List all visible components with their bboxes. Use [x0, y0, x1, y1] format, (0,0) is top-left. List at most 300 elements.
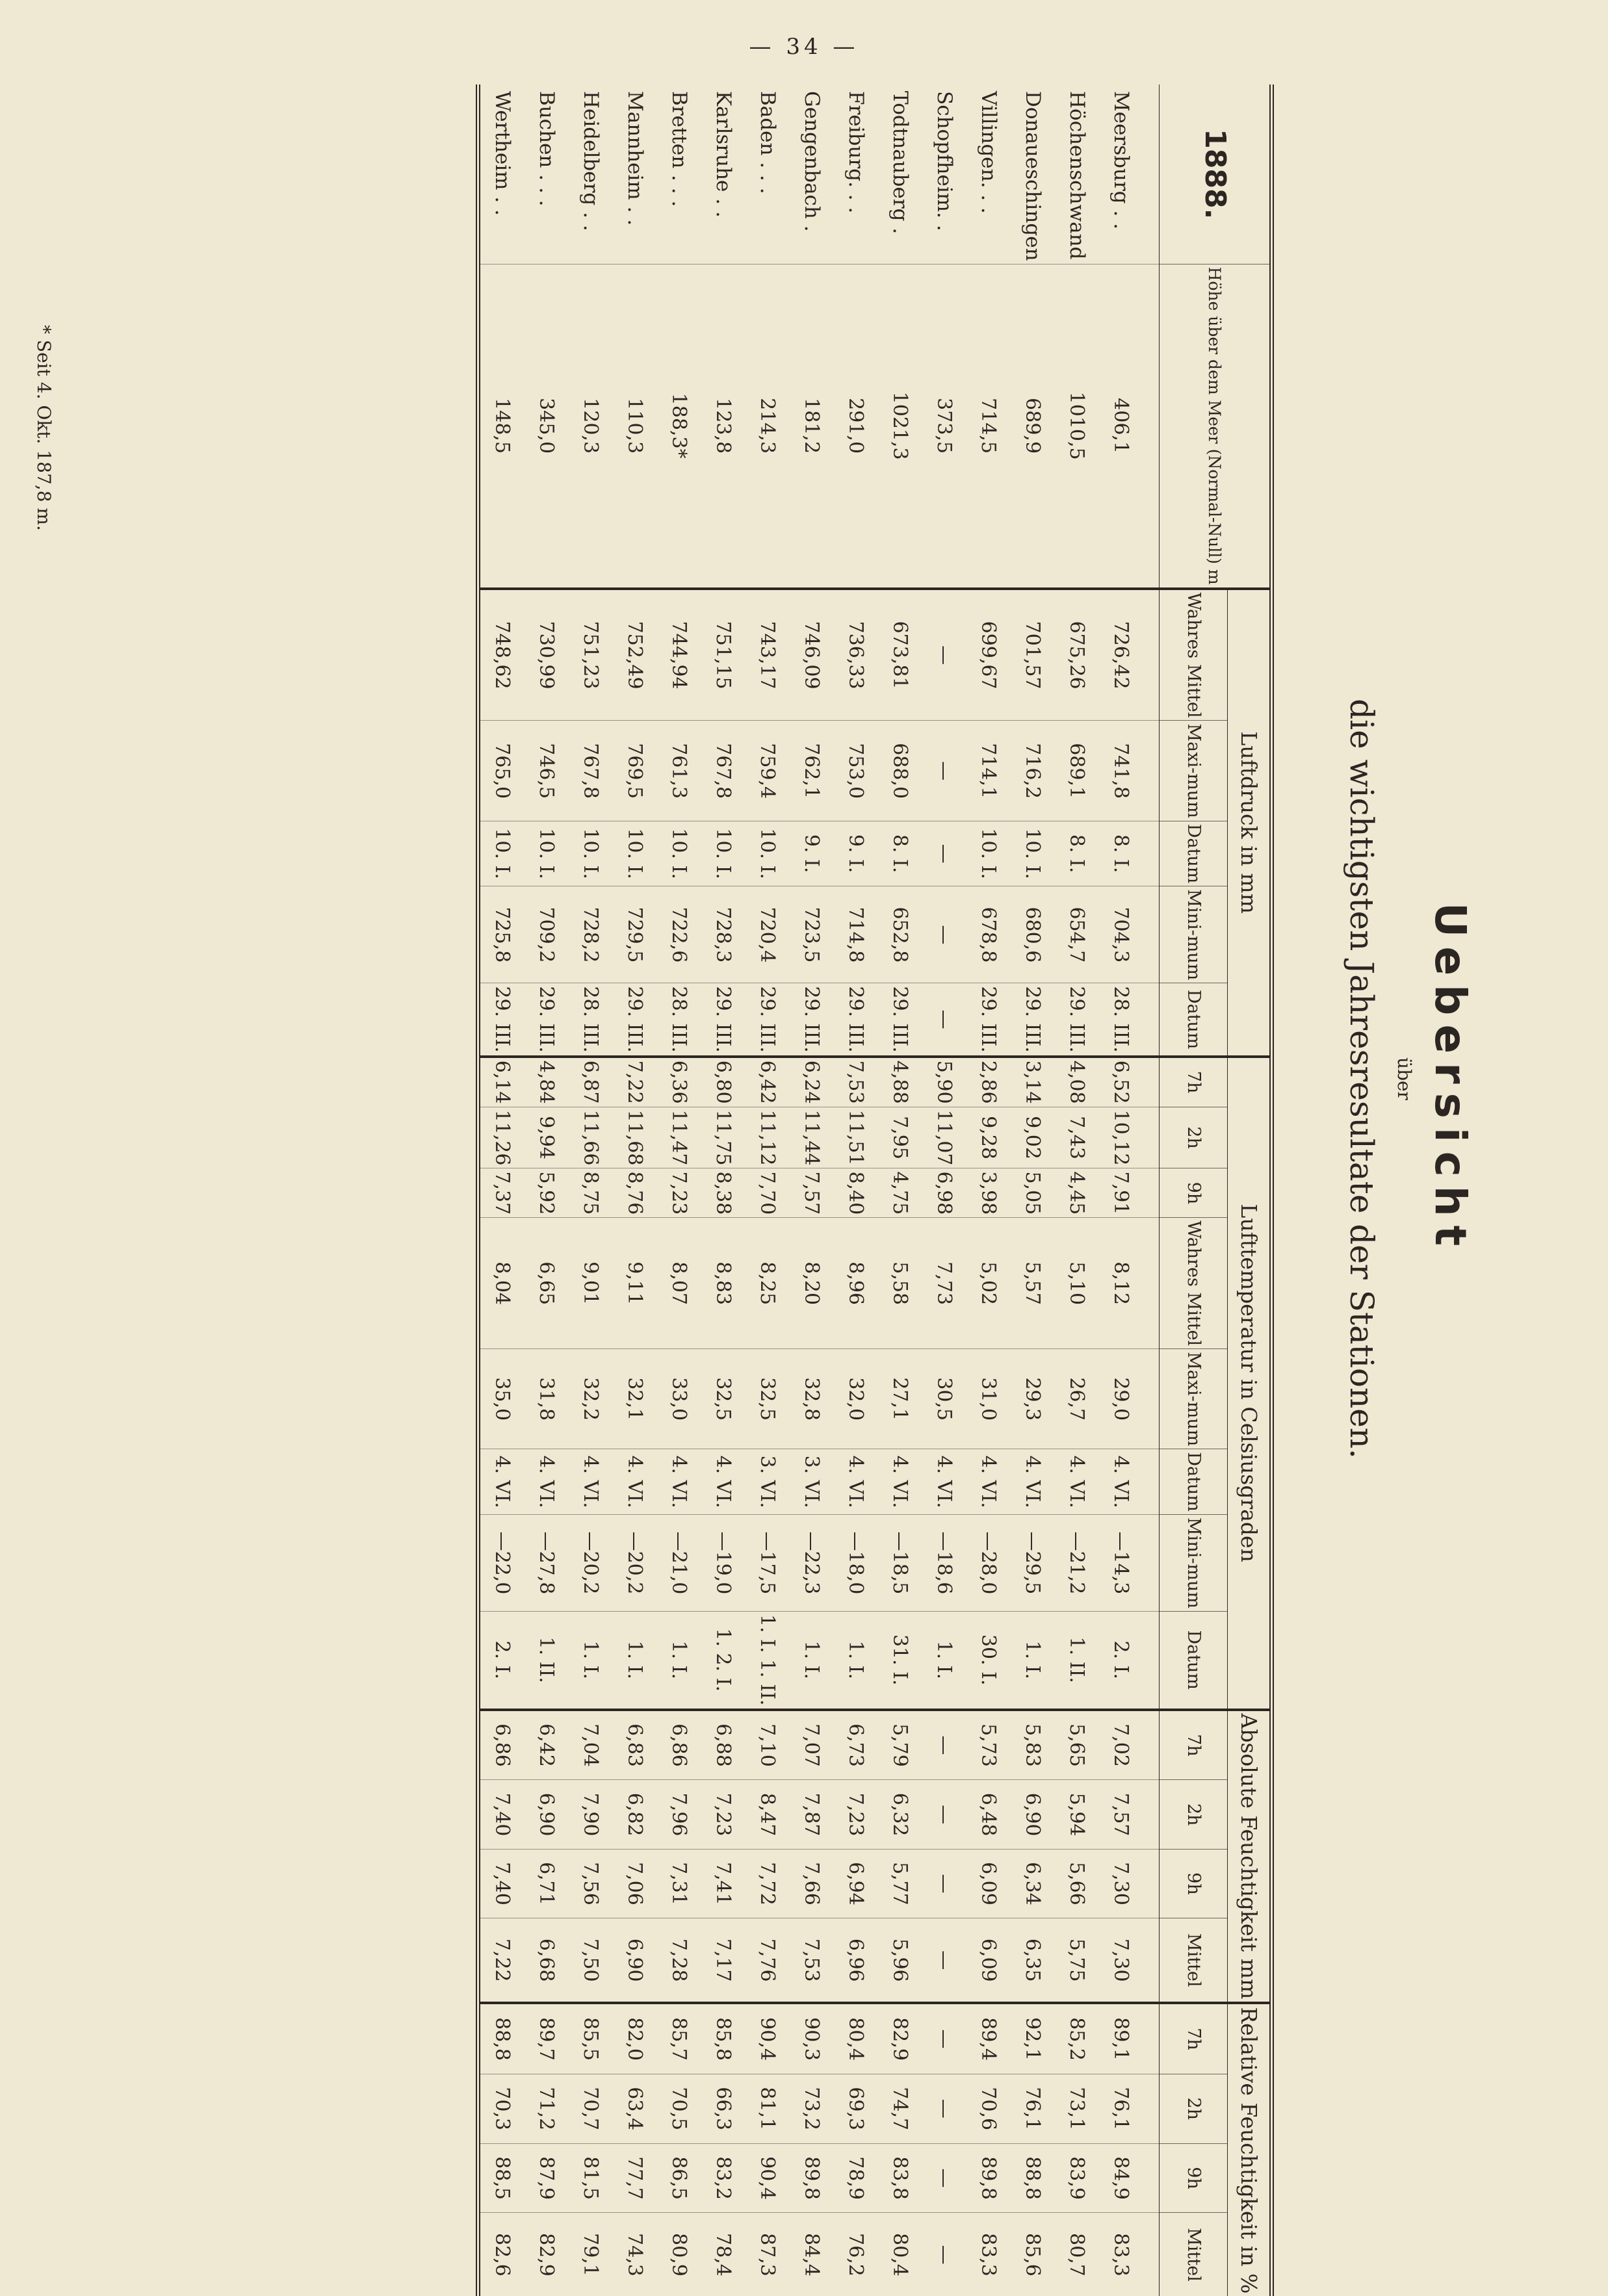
- col-ld-max-datum: Datum: [1159, 821, 1227, 886]
- cell-rf-9: 83,9: [1055, 2143, 1099, 2213]
- cell-rf-mittel: 80,9: [657, 2213, 701, 2296]
- table-row: [657, 84, 701, 2296]
- cell-ld-min: 729,5: [613, 886, 657, 983]
- cell-lt-mittel: 8,07: [657, 1218, 701, 1349]
- table-row: [1099, 84, 1160, 2296]
- cell-ld-mittel: 699,67: [966, 589, 1011, 721]
- cell-lt-max-datum: 4. VI.: [569, 1449, 613, 1515]
- cell-ld-max: 688,0: [878, 721, 922, 821]
- cell-ld-max: 741,8: [1099, 721, 1160, 821]
- cell-rf-mittel: 83,3: [966, 2213, 1011, 2296]
- cell-ld-mittel: 751,15: [701, 589, 746, 721]
- cell-ld-max-datum: 8. I.: [1099, 821, 1160, 886]
- cell-lt-2: 9,02: [1011, 1107, 1055, 1168]
- cell-af-2: 6,82: [613, 1780, 657, 1849]
- cell-ld-min: 723,5: [790, 886, 834, 983]
- cell-af-9: 7,31: [657, 1849, 701, 1918]
- header-row-groups: [1227, 84, 1271, 2296]
- cell-hoehe: 214,3: [746, 264, 790, 589]
- cell-rf-2: 70,3: [478, 2074, 525, 2143]
- cell-lt-min: —14,3: [1099, 1514, 1160, 1611]
- lufttemperatur-header: Lufttemperatur in Celsiusgraden: [1227, 1057, 1271, 1710]
- cell-lt-min: —18,6: [922, 1514, 966, 1611]
- cell-ld-min: 654,7: [1055, 886, 1099, 983]
- col-ld-min-datum: Datum: [1159, 983, 1227, 1057]
- cell-af-2: 6,90: [1011, 1780, 1055, 1849]
- cell-lt-min-datum: 1. I.: [834, 1612, 878, 1710]
- cell-lt-min-datum: 1. I. 1. II.: [746, 1612, 790, 1710]
- table-row: [746, 84, 790, 2296]
- cell-af-mittel: 7,50: [569, 1918, 613, 2004]
- cell-ld-min-datum: 29. III.: [701, 983, 746, 1057]
- cell-lt-max-datum: 4. VI.: [1011, 1449, 1055, 1515]
- station-name-cell: Donaueschingen: [1020, 91, 1044, 261]
- cell-af-mittel: 7,17: [701, 1918, 746, 2004]
- cell-af-9: 5,66: [1055, 1849, 1099, 1918]
- abs-feuchte-header: Absolute Feuchtigkeit mm: [1227, 1710, 1271, 2004]
- cell-ld-min: 714,8: [834, 886, 878, 983]
- table-row: [966, 84, 1011, 2296]
- cell-ld-min: 725,8: [478, 886, 525, 983]
- cell-rf-2: —: [922, 2074, 966, 2143]
- cell-rf-mittel: 82,6: [478, 2213, 525, 2296]
- page-title: Uebersicht: [1425, 902, 1475, 1256]
- cell-lt-mittel: 6,65: [525, 1218, 569, 1349]
- cell-ld-min-datum: 29. III.: [878, 983, 922, 1057]
- cell-lt-min: —29,5: [1011, 1514, 1055, 1611]
- cell-lt-max-datum: 4. VI.: [478, 1449, 525, 1515]
- cell-lt-max-datum: 3. VI.: [790, 1449, 834, 1515]
- cell-ld-min: 704,3: [1099, 886, 1160, 983]
- cell-rf-7: 82,0: [613, 2003, 657, 2074]
- cell-af-2: 7,90: [569, 1780, 613, 1849]
- cell-af-2: 7,87: [790, 1780, 834, 1849]
- cell-lt-max-datum: 4. VI.: [966, 1449, 1011, 1515]
- cell-lt-max-datum: 4. VI.: [701, 1449, 746, 1515]
- cell-rf-7: 90,4: [746, 2003, 790, 2074]
- cell-hoehe: 123,8: [701, 264, 746, 589]
- cell-lt-max: 29,0: [1099, 1349, 1160, 1449]
- cell-lt-9: 7,91: [1099, 1168, 1160, 1218]
- cell-af-2: 7,23: [834, 1780, 878, 1849]
- col-lt-9h: 9h: [1159, 1168, 1227, 1218]
- cell-rf-7: —: [922, 2003, 966, 2074]
- cell-af-2: 7,23: [701, 1780, 746, 1849]
- cell-lt-max-datum: 4. VI.: [922, 1449, 966, 1515]
- cell-lt-9: 8,38: [701, 1168, 746, 1218]
- cell-lt-mittel: 8,83: [701, 1218, 746, 1349]
- cell-af-9: 7,72: [746, 1849, 790, 1918]
- station-name-cell: Gengenbach .: [799, 91, 823, 232]
- rel-feuchte-header: Relative Feuchtigkeit in %: [1227, 2003, 1271, 2296]
- cell-af-9: 7,41: [701, 1849, 746, 1918]
- cell-lt-7: 5,90: [922, 1057, 966, 1107]
- station-name-cell: Karlsruhe . .: [711, 91, 735, 218]
- cell-af-2: 6,48: [966, 1780, 1011, 1849]
- cell-hoehe: 110,3: [613, 264, 657, 589]
- cell-lt-min: —20,2: [613, 1514, 657, 1611]
- cell-rf-9: 78,9: [834, 2143, 878, 2213]
- table-row: [1011, 84, 1055, 2296]
- cell-ld-max: —: [922, 721, 966, 821]
- cell-hoehe: 373,5: [922, 264, 966, 589]
- cell-lt-max-datum: 4. VI.: [1055, 1449, 1099, 1515]
- cell-af-9: —: [922, 1849, 966, 1918]
- cell-af-mittel: 6,90: [613, 1918, 657, 2004]
- cell-ld-min-datum: 29. III.: [478, 983, 525, 1057]
- col-af-mittel: Mittel: [1159, 1918, 1227, 2004]
- cell-rf-mittel: 78,4: [701, 2213, 746, 2296]
- cell-rf-2: 71,2: [525, 2074, 569, 2143]
- cell-lt-max-datum: 4. VI.: [1099, 1449, 1160, 1515]
- cell-ld-max-datum: 10. I.: [966, 821, 1011, 886]
- cell-ld-mittel: 736,33: [834, 589, 878, 721]
- cell-lt-max-datum: 4. VI.: [525, 1449, 569, 1515]
- cell-ld-min-datum: 29. III.: [525, 983, 569, 1057]
- cell-ld-max-datum: 10. I.: [613, 821, 657, 886]
- cell-af-2: 6,90: [525, 1780, 569, 1849]
- cell-lt-9: 5,92: [525, 1168, 569, 1218]
- cell-lt-7: 6,87: [569, 1057, 613, 1107]
- cell-rf-mittel: 85,6: [1011, 2213, 1055, 2296]
- cell-rf-7: 89,1: [1099, 2003, 1160, 2074]
- cell-lt-7: 6,52: [1099, 1057, 1160, 1107]
- col-lt-max-datum: Datum: [1159, 1449, 1227, 1515]
- cell-lt-mittel: 7,73: [922, 1218, 966, 1349]
- cell-rf-mittel: 80,4: [878, 2213, 922, 2296]
- cell-ld-min: 728,2: [569, 886, 613, 983]
- cell-lt-7: 6,36: [657, 1057, 701, 1107]
- cell-lt-max-datum: 4. VI.: [613, 1449, 657, 1515]
- cell-af-mittel: 7,22: [478, 1918, 525, 2004]
- cell-rf-7: 85,8: [701, 2003, 746, 2074]
- col-ld-max: Maxi-mum: [1159, 721, 1227, 821]
- col-lt-mittel: Wahres Mittel: [1159, 1218, 1227, 1349]
- cell-lt-max: 32,5: [701, 1349, 746, 1449]
- cell-af-mittel: 5,96: [878, 1918, 922, 2004]
- cell-lt-max-datum: 4. VI.: [878, 1449, 922, 1515]
- cell-ld-mittel: —: [922, 589, 966, 721]
- cell-ld-max-datum: 10. I.: [701, 821, 746, 886]
- cell-hoehe: 345,0: [525, 264, 569, 589]
- cell-af-mittel: 7,28: [657, 1918, 701, 2004]
- cell-rf-9: 83,8: [878, 2143, 922, 2213]
- cell-af-9: 6,71: [525, 1849, 569, 1918]
- cell-rf-2: 81,1: [746, 2074, 790, 2143]
- cell-lt-min: —18,0: [834, 1514, 878, 1611]
- cell-lt-7: 6,42: [746, 1057, 790, 1107]
- cell-lt-max: 31,0: [966, 1349, 1011, 1449]
- cell-af-mittel: 6,35: [1011, 1918, 1055, 2004]
- cell-lt-2: 11,07: [922, 1107, 966, 1168]
- cell-lt-7: 4,08: [1055, 1057, 1099, 1107]
- cell-rf-mittel: 84,4: [790, 2213, 834, 2296]
- table-row: [569, 84, 613, 2296]
- cell-lt-max: 30,5: [922, 1349, 966, 1449]
- station-name-cell: Heidelberg . .: [578, 91, 603, 231]
- cell-lt-min: —21,0: [657, 1514, 701, 1611]
- cell-af-2: 7,96: [657, 1780, 701, 1849]
- cell-rf-2: 63,4: [613, 2074, 657, 2143]
- col-lt-2h: 2h: [1159, 1107, 1227, 1168]
- cell-ld-max-datum: 10. I.: [478, 821, 525, 886]
- cell-ld-min-datum: 29. III.: [746, 983, 790, 1057]
- cell-ld-min-datum: 29. III.: [613, 983, 657, 1057]
- col-ld-mittel: Wahres Mittel: [1159, 589, 1227, 721]
- cell-lt-7: 6,14: [478, 1057, 525, 1107]
- cell-lt-min: —22,3: [790, 1514, 834, 1611]
- cell-rf-7: 82,9: [878, 2003, 922, 2074]
- cell-hoehe: 181,2: [790, 264, 834, 589]
- col-af-2h: 2h: [1159, 1780, 1227, 1849]
- cell-lt-7: 6,24: [790, 1057, 834, 1107]
- cell-ld-min-datum: —: [922, 983, 966, 1057]
- station-name-cell: Freiburg. . .: [844, 91, 868, 214]
- cell-lt-mittel: 8,25: [746, 1218, 790, 1349]
- cell-lt-9: 6,98: [922, 1168, 966, 1218]
- col-rf-7h: 7h: [1159, 2003, 1227, 2074]
- cell-ld-max-datum: 10. I.: [569, 821, 613, 886]
- cell-lt-min-datum: 2. I.: [478, 1612, 525, 1710]
- cell-lt-7: 4,84: [525, 1057, 569, 1107]
- cell-af-9: 5,77: [878, 1849, 922, 1918]
- station-name-cell: Baden . . .: [755, 91, 779, 194]
- table-row: [790, 84, 834, 2296]
- cell-ld-max-datum: 10. I.: [746, 821, 790, 886]
- cell-lt-9: 7,70: [746, 1168, 790, 1218]
- cell-lt-min: —19,0: [701, 1514, 746, 1611]
- cell-af-7: 5,65: [1055, 1710, 1099, 1780]
- cell-rf-9: 88,8: [1011, 2143, 1055, 2213]
- cell-lt-min-datum: 1. I.: [613, 1612, 657, 1710]
- cell-ld-mittel: 743,17: [746, 589, 790, 721]
- cell-rf-7: 85,2: [1055, 2003, 1099, 2074]
- table-row: [922, 84, 966, 2296]
- cell-lt-mittel: 8,12: [1099, 1218, 1160, 1349]
- cell-rf-9: 86,5: [657, 2143, 701, 2213]
- cell-lt-mittel: 5,58: [878, 1218, 922, 1349]
- cell-rf-2: 70,5: [657, 2074, 701, 2143]
- cell-lt-9: 4,75: [878, 1168, 922, 1218]
- cell-rf-7: 89,4: [966, 2003, 1011, 2074]
- page-subtitle: die wichtigsten Jahresresultate der Stationen.: [1343, 699, 1381, 1459]
- cell-rf-7: 80,4: [834, 2003, 878, 2074]
- cell-af-9: 7,30: [1099, 1849, 1160, 1918]
- cell-ld-max: 759,4: [746, 721, 790, 821]
- cell-ld-min: 680,6: [1011, 886, 1055, 983]
- cell-lt-min: —22,0: [478, 1514, 525, 1611]
- cell-af-7: 6,42: [525, 1710, 569, 1780]
- cell-lt-9: 5,05: [1011, 1168, 1055, 1218]
- cell-rf-mittel: 83,3: [1099, 2213, 1160, 2296]
- col-rf-9h: 9h: [1159, 2143, 1227, 2213]
- cell-lt-min-datum: 1. 2. I.: [701, 1612, 746, 1710]
- cell-af-7: 5,73: [966, 1710, 1011, 1780]
- col-rf-mittel: Mittel: [1159, 2213, 1227, 2296]
- cell-af-mittel: 6,09: [966, 1918, 1011, 2004]
- cell-rf-9: 89,8: [790, 2143, 834, 2213]
- cell-lt-2: 11,26: [478, 1107, 525, 1168]
- cell-lt-max: 32,5: [746, 1349, 790, 1449]
- cell-rf-2: 73,1: [1055, 2074, 1099, 2143]
- cell-hoehe: 1021,3: [878, 264, 922, 589]
- cell-af-7: 5,79: [878, 1710, 922, 1780]
- cell-af-2: 8,47: [746, 1780, 790, 1849]
- cell-af-7: —: [922, 1710, 966, 1780]
- station-name-cell: Schopfheim. .: [932, 91, 956, 231]
- cell-lt-min-datum: 30. I.: [966, 1612, 1011, 1710]
- cell-lt-9: 4,45: [1055, 1168, 1099, 1218]
- cell-lt-max-datum: 3. VI.: [746, 1449, 790, 1515]
- cell-lt-2: 11,75: [701, 1107, 746, 1168]
- cell-rf-mittel: 76,2: [834, 2213, 878, 2296]
- cell-af-mittel: 7,53: [790, 1918, 834, 2004]
- cell-lt-min-datum: 1. I.: [657, 1612, 701, 1710]
- cell-rf-2: 70,7: [569, 2074, 613, 2143]
- cell-ld-min-datum: 29. III.: [834, 983, 878, 1057]
- cell-lt-min: —21,2: [1055, 1514, 1099, 1611]
- cell-lt-min: —20,2: [569, 1514, 613, 1611]
- cell-lt-max: 32,2: [569, 1349, 613, 1449]
- cell-lt-max: 29,3: [1011, 1349, 1055, 1449]
- cell-rf-2: 76,1: [1011, 2074, 1055, 2143]
- hoehe-header: Höhe über dem Meer (Normal-Null) m: [1159, 264, 1271, 589]
- cell-lt-max: 32,0: [834, 1349, 878, 1449]
- cell-rf-9: 88,5: [478, 2143, 525, 2213]
- footnote: * Seit 4. Okt. 187,8 m.: [33, 325, 55, 531]
- cell-rf-2: 70,6: [966, 2074, 1011, 2143]
- cell-af-7: 7,04: [569, 1710, 613, 1780]
- cell-lt-2: 7,95: [878, 1107, 922, 1168]
- cell-lt-min: —18,5: [878, 1514, 922, 1611]
- cell-af-7: 6,88: [701, 1710, 746, 1780]
- station-name-cell: Mannheim . .: [623, 91, 647, 226]
- cell-ld-max-datum: 10. I.: [525, 821, 569, 886]
- table-row: [701, 84, 746, 2296]
- col-lt-max: Maxi-mum: [1159, 1349, 1227, 1449]
- cell-af-9: 6,94: [834, 1849, 878, 1918]
- cell-lt-min-datum: 1. II.: [525, 1612, 569, 1710]
- col-lt-7h: 7h: [1159, 1057, 1227, 1107]
- cell-lt-min-datum: 1. II.: [1055, 1612, 1099, 1710]
- cell-lt-max: 32,1: [613, 1349, 657, 1449]
- cell-ld-max: 714,1: [966, 721, 1011, 821]
- cell-ld-mittel: 675,26: [1055, 589, 1099, 721]
- station-name-cell: Buchen . . .: [534, 91, 558, 207]
- cell-lt-min-datum: 1. I.: [1011, 1612, 1055, 1710]
- cell-lt-7: 7,22: [613, 1057, 657, 1107]
- cell-ld-mittel: 673,81: [878, 589, 922, 721]
- cell-af-7: 6,86: [478, 1710, 525, 1780]
- cell-ld-min: 728,3: [701, 886, 746, 983]
- table-row: [1055, 84, 1099, 2296]
- cell-rf-7: 92,1: [1011, 2003, 1055, 2074]
- cell-af-9: 6,09: [966, 1849, 1011, 1918]
- cell-af-2: 6,32: [878, 1780, 922, 1849]
- cell-ld-min: 678,8: [966, 886, 1011, 983]
- cell-rf-2: 69,3: [834, 2074, 878, 2143]
- station-name-cell: Höchenschwand: [1065, 91, 1089, 260]
- cell-ld-max: 767,8: [701, 721, 746, 821]
- cell-lt-2: 10,12: [1099, 1107, 1160, 1168]
- cell-ld-min-datum: 28. III.: [1099, 983, 1160, 1057]
- cell-ld-min-datum: 29. III.: [1055, 983, 1099, 1057]
- cell-rf-7: 88,8: [478, 2003, 525, 2074]
- cell-lt-max: 32,8: [790, 1349, 834, 1449]
- page-number: — 34 —: [749, 34, 859, 60]
- table-row: [478, 84, 525, 2296]
- cell-lt-2: 11,51: [834, 1107, 878, 1168]
- luftdruck-header: Luftdruck in mm: [1227, 589, 1271, 1057]
- cell-ld-min: 709,2: [525, 886, 569, 983]
- cell-lt-max: 31,8: [525, 1349, 569, 1449]
- cell-ld-min: 722,6: [657, 886, 701, 983]
- cell-ld-mittel: 730,99: [525, 589, 569, 721]
- cell-lt-min-datum: 1. I.: [790, 1612, 834, 1710]
- cell-ld-max: 769,5: [613, 721, 657, 821]
- cell-hoehe: 188,3*: [657, 264, 701, 589]
- heading: [1343, 71, 1475, 2086]
- cell-hoehe: 689,9: [1011, 264, 1055, 589]
- title-connector: über: [1394, 1057, 1415, 1100]
- cell-hoehe: 291,0: [834, 264, 878, 589]
- table-row: [613, 84, 657, 2296]
- cell-ld-min: —: [922, 886, 966, 983]
- cell-rf-9: 90,4: [746, 2143, 790, 2213]
- cell-lt-max: 26,7: [1055, 1349, 1099, 1449]
- cell-rf-mittel: 79,1: [569, 2213, 613, 2296]
- cell-lt-9: 7,23: [657, 1168, 701, 1218]
- cell-ld-max: 761,3: [657, 721, 701, 821]
- cell-rf-2: 76,1: [1099, 2074, 1160, 2143]
- cell-rf-9: —: [922, 2143, 966, 2213]
- table-row: [834, 84, 878, 2296]
- cell-af-mittel: 6,68: [525, 1918, 569, 2004]
- cell-rf-mittel: 80,7: [1055, 2213, 1099, 2296]
- cell-lt-max: 27,1: [878, 1349, 922, 1449]
- cell-lt-7: 3,14: [1011, 1057, 1055, 1107]
- cell-lt-7: 4,88: [878, 1057, 922, 1107]
- cell-lt-9: 8,40: [834, 1168, 878, 1218]
- cell-ld-min-datum: 28. III.: [657, 983, 701, 1057]
- cell-lt-2: 9,28: [966, 1107, 1011, 1168]
- col-af-7h: 7h: [1159, 1710, 1227, 1780]
- cell-hoehe: 1010,5: [1055, 264, 1099, 589]
- cell-ld-max: 767,8: [569, 721, 613, 821]
- cell-ld-max: 765,0: [478, 721, 525, 821]
- cell-ld-min-datum: 28. III.: [569, 983, 613, 1057]
- cell-af-7: 7,07: [790, 1710, 834, 1780]
- cell-lt-mittel: 8,04: [478, 1218, 525, 1349]
- cell-rf-9: 87,9: [525, 2143, 569, 2213]
- cell-af-2: 7,57: [1099, 1780, 1160, 1849]
- cell-af-7: 5,83: [1011, 1710, 1055, 1780]
- cell-hoehe: 120,3: [569, 264, 613, 589]
- cell-hoehe: 406,1: [1099, 264, 1160, 589]
- cell-ld-min-datum: 29. III.: [790, 983, 834, 1057]
- cell-ld-max-datum: 10. I.: [657, 821, 701, 886]
- cell-lt-mittel: 9,01: [569, 1218, 613, 1349]
- cell-lt-mittel: 5,57: [1011, 1218, 1055, 1349]
- cell-lt-2: 11,66: [569, 1107, 613, 1168]
- cell-lt-9: 7,57: [790, 1168, 834, 1218]
- table-body: [478, 84, 1159, 2296]
- cell-ld-mittel: 752,49: [613, 589, 657, 721]
- cell-ld-mittel: 748,62: [478, 589, 525, 721]
- cell-af-mittel: 7,30: [1099, 1918, 1160, 2004]
- cell-lt-2: 7,43: [1055, 1107, 1099, 1168]
- cell-af-9: 7,06: [613, 1849, 657, 1918]
